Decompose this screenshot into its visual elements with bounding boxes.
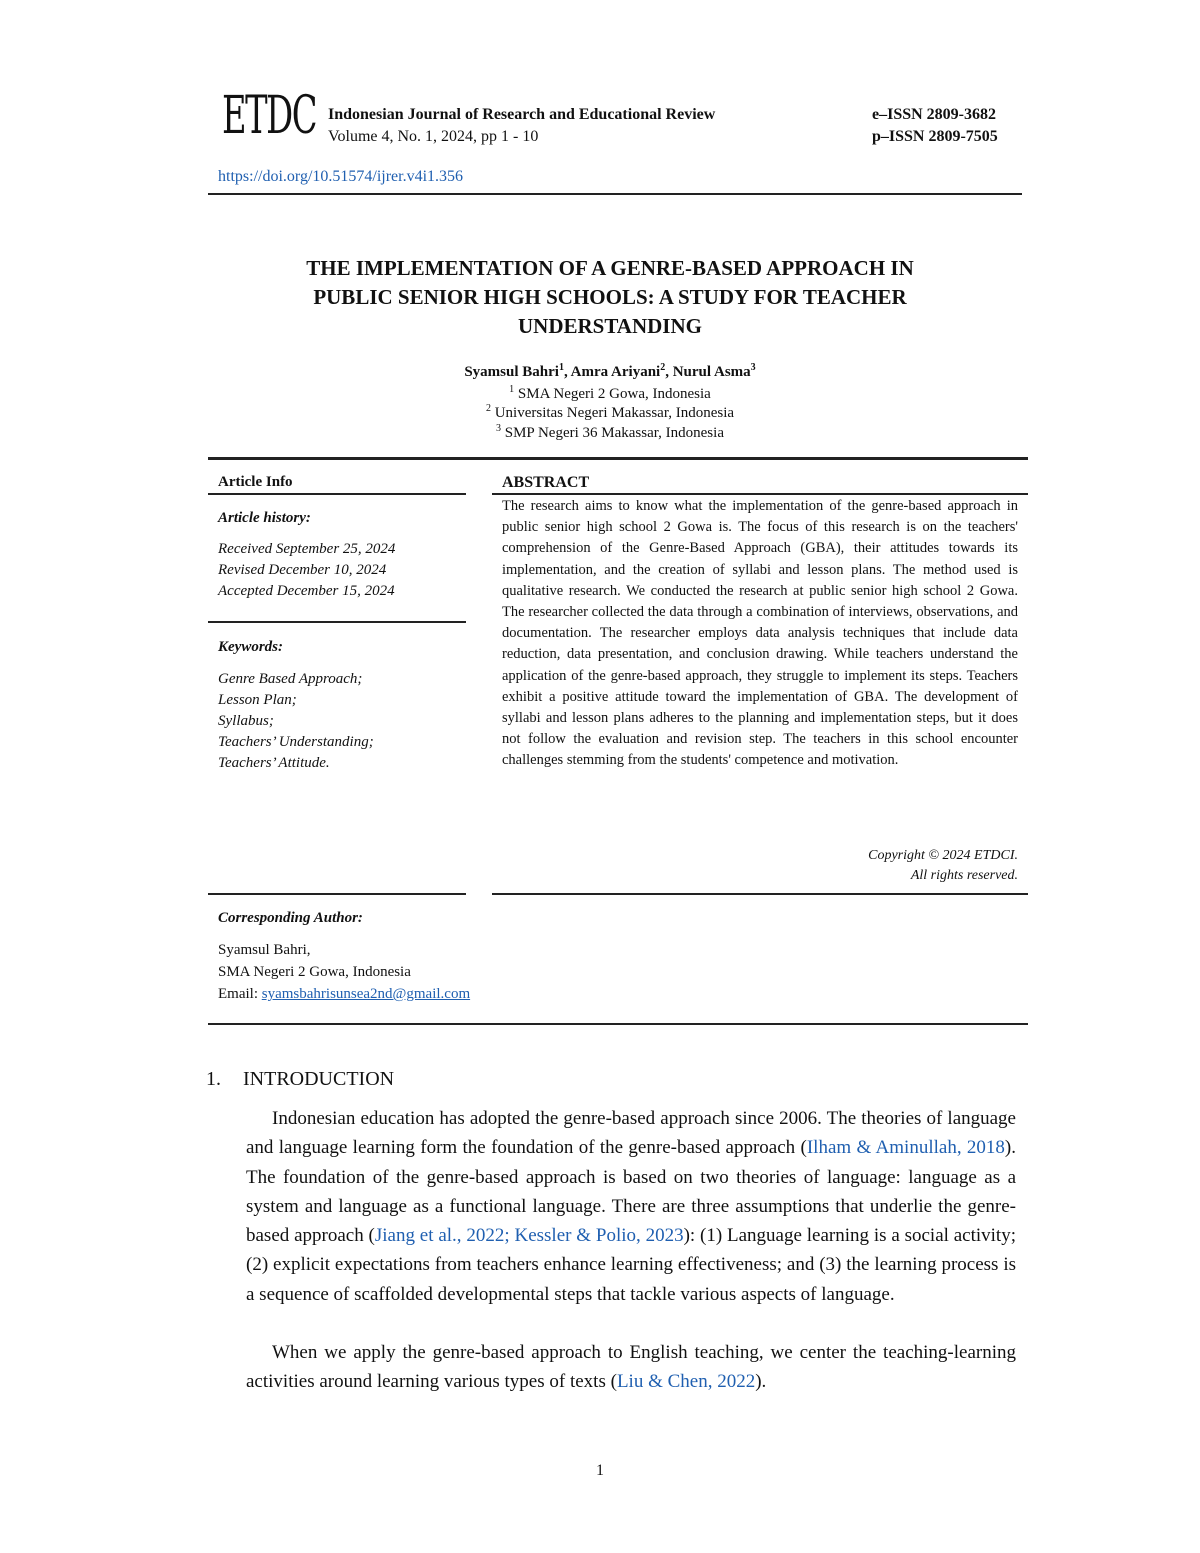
copyright-line: Copyright © 2024 ETDCI. — [868, 848, 1018, 863]
author-name: Nurul Asma — [672, 364, 751, 380]
email-label: Email: — [218, 986, 262, 1002]
keywords-label: Keywords: — [218, 639, 283, 655]
affiliation — [200, 403, 1020, 422]
keywords-rule — [208, 893, 466, 895]
aff-text: SMA Negeri 2 Gowa, Indonesia — [517, 386, 711, 402]
corresponding-name: Syamsul Bahri, — [218, 942, 311, 958]
aff-text: SMP Negeri 36 Makassar, Indonesia — [504, 425, 724, 441]
eissn: e–ISSN 2809-3682 — [872, 106, 997, 123]
paragraph-text: ): (1) Language learning is a social activity; (2) explicit expectations from teachers enhance learning effectiveness; and (3) the learning process is a sequence of scaffolded developmental steps that tackle various aspects of language. — [246, 1225, 1016, 1305]
info-top-rule — [208, 457, 1028, 460]
title-line: UNDERSTANDING — [518, 314, 702, 338]
author-name: Syamsul Bahri — [464, 364, 559, 380]
history-rule — [208, 621, 466, 623]
corresponding-email-line — [218, 983, 470, 1005]
title-line: THE IMPLEMENTATION OF A GENRE-BASED APPROACH IN — [306, 256, 914, 280]
abstract-text: The research aims to know what the implementation of the genre-based approach in public senior high school 2 Gowa is. The focus of this research is on the teachers' comprehension of the Genre-Based Approach (GBA), their attitudes towards its implementation, and the creation of syllabi and lesson plans. The method used is qualitative research. We conducted the research at public senior high school 2 Gowa. The researcher collected the data through a combination of interviews, observations, and documentation. The researcher employs data analysis techniques that include data reduction, data presentation, and conclusion drawing. While teachers understand the application of the genre-based approach, they struggle to implement its steps. Teachers exhibit a positive attitude toward the implementation of GBA. The development of syllabi and lesson plans adheres to the planning and implementation steps, but it does not follow the evaluation and revision step. The teachers in this school encounter challenges stemming from the students' competence and motivation. — [502, 498, 1018, 769]
header-rule — [208, 193, 1022, 195]
history-item: Revised December 10, 2024 — [218, 562, 387, 578]
affiliation — [200, 384, 1020, 403]
citation-link[interactable]: Liu & Chen, 2022 — [616, 1371, 756, 1393]
aff-text: Universitas Negeri Makassar, Indonesia — [494, 405, 735, 421]
corresponding-label: Corresponding Author: — [218, 910, 363, 926]
title-line: PUBLIC SENIOR HIGH SCHOOLS: A STUDY FOR TEACHER — [313, 285, 907, 309]
email-link[interactable]: syamsbahrisunsea2nd@gmail.com — [261, 986, 471, 1002]
corresponding-affiliation: SMA Negeri 2 Gowa, Indonesia — [218, 964, 411, 980]
paragraph-text: ). The foundation of the genre-based approach is based on two theories of language: language as a system and language as a functional language. There are three assumptions that underlie the genre-based approach ( — [246, 1137, 1016, 1247]
paragraph — [246, 1104, 1016, 1309]
paragraph-text: ). — [755, 1371, 767, 1393]
keyword: Genre Based Approach; — [218, 671, 363, 687]
aff-sup: 2 — [485, 403, 491, 414]
section-heading — [206, 1068, 394, 1091]
history-item: Received September 25, 2024 — [218, 541, 396, 557]
author-name: Amra Ariyani — [570, 364, 661, 380]
aff-sup: 1 — [509, 384, 515, 395]
paragraph-text: Indonesian education has adopted the genre-based approach since 2006. The theories of language and language learning form the foundation of the genre-based approach ( — [246, 1108, 1016, 1159]
info-left-rule — [208, 493, 466, 495]
journal-logo: ETDC — [222, 86, 317, 146]
section-title: INTRODUCTION — [243, 1068, 395, 1090]
abstract-heading: ABSTRACT — [502, 474, 590, 491]
abstract-rule — [492, 493, 1028, 495]
keywords-list — [218, 669, 374, 774]
citation-link[interactable]: Ilham & Aminullah, 2018 — [806, 1137, 1005, 1159]
article-info-heading: Article Info — [218, 474, 293, 490]
history-item: Accepted December 15, 2024 — [218, 583, 395, 599]
affiliation — [200, 423, 1020, 442]
history-label: Article history: — [218, 510, 311, 526]
copyright — [760, 846, 1018, 886]
section-number: 1. — [206, 1068, 221, 1090]
corresponding-rule — [208, 1023, 1028, 1025]
paragraph — [246, 1338, 1016, 1397]
keyword: Syllabus; — [218, 713, 274, 729]
abstract-bottom-rule — [492, 893, 1028, 895]
author-sup: 1 — [558, 362, 564, 373]
doi-link[interactable]: https://doi.org/10.51574/ijrer.v4i1.356 — [218, 168, 464, 185]
keyword: Lesson Plan; — [218, 692, 297, 708]
aff-sup: 3 — [496, 423, 501, 434]
author-sup: 2 — [660, 362, 666, 373]
volume-line: Volume 4, No. 1, 2024, pp 1 - 10 — [328, 128, 539, 145]
history-list — [218, 539, 395, 602]
page-number: 1 — [596, 1462, 604, 1479]
keyword: Teachers’ Understanding; — [218, 734, 374, 750]
author-list: Syamsul Bahri$^1$, Amra Ariyani$^2$, Nurul Asma$^3$ — [464, 362, 756, 380]
article-title — [200, 254, 1020, 341]
pissn: p–ISSN 2809-7505 — [872, 128, 998, 145]
citation-link[interactable]: Jiang et al., 2022; Kessler & Polio, 2023 — [374, 1225, 684, 1247]
keyword: Teachers’ Attitude. — [218, 755, 330, 771]
rights-line: All rights reserved. — [910, 868, 1018, 883]
author-sup: 3 — [750, 362, 756, 373]
paragraph-text: When we apply the genre-based approach to English teaching, we center the teaching-learning activities around learning various types of texts ( — [246, 1342, 1016, 1393]
journal-title: Indonesian Journal of Research and Educational Review — [328, 106, 716, 123]
